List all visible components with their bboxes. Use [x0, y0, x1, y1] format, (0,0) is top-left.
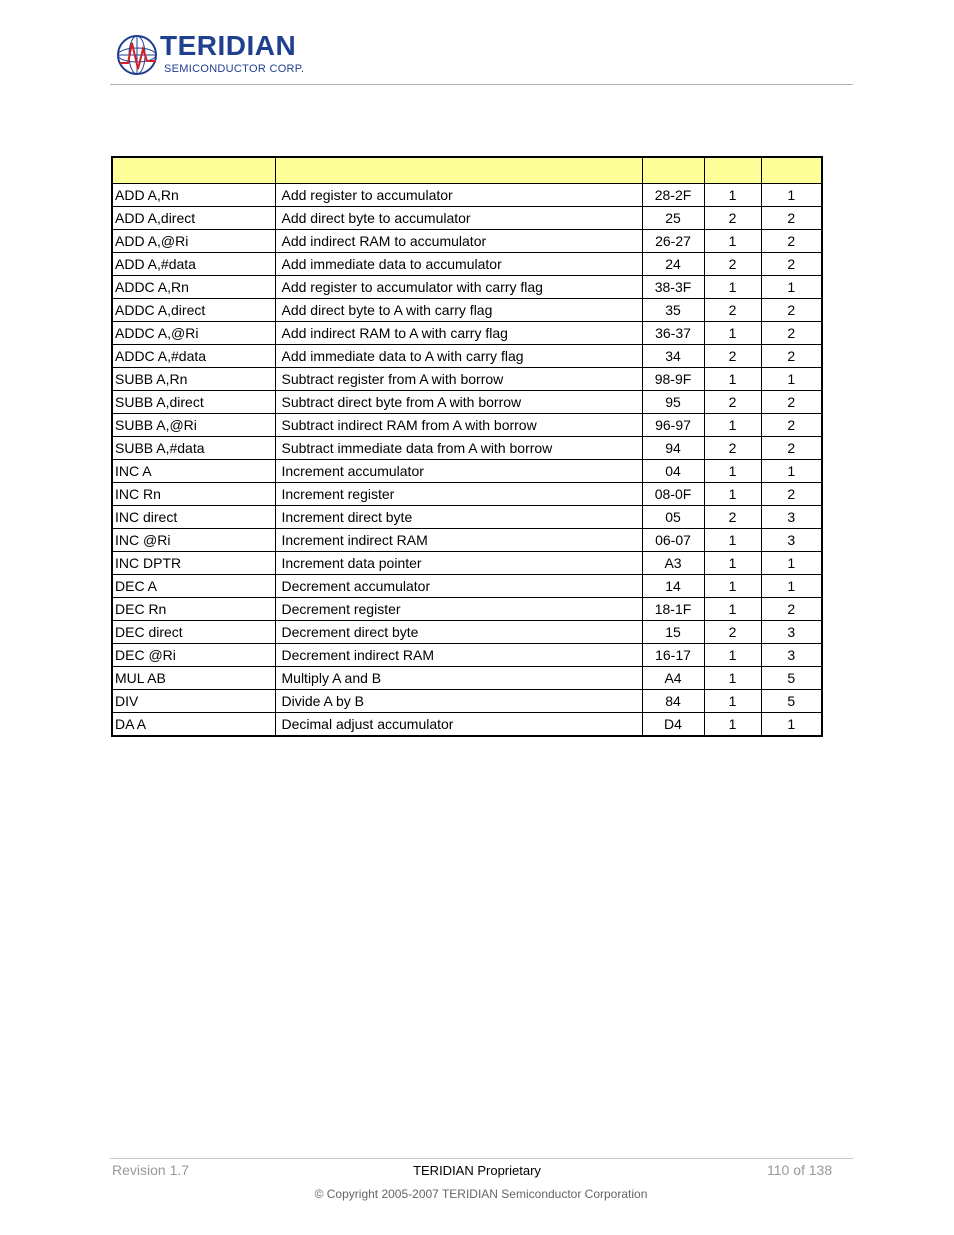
cell-mnemonic: ADD A,#data — [112, 253, 275, 276]
cell-bytes: 1 — [704, 276, 761, 299]
cell-bytes: 2 — [704, 207, 761, 230]
cell-bytes: 2 — [704, 437, 761, 460]
cell-description: Decrement indirect RAM — [275, 644, 642, 667]
cell-mnemonic: DEC @Ri — [112, 644, 275, 667]
footer-copyright: © Copyright 2005-2007 TERIDIAN Semiconductor Corporation — [314, 1187, 648, 1201]
cell-mnemonic: SUBB A,direct — [112, 391, 275, 414]
cell-cycles: 3 — [761, 506, 822, 529]
cell-opcode: 06-07 — [642, 529, 704, 552]
cell-description: Subtract register from A with borrow — [275, 368, 642, 391]
cell-cycles: 1 — [761, 552, 822, 575]
cell-mnemonic: SUBB A,@Ri — [112, 414, 275, 437]
cell-cycles: 2 — [761, 253, 822, 276]
cell-cycles: 2 — [761, 414, 822, 437]
cell-opcode: 28-2F — [642, 184, 704, 207]
cell-cycles: 1 — [761, 276, 822, 299]
cell-bytes: 1 — [704, 322, 761, 345]
cell-description: Multiply A and B — [275, 667, 642, 690]
cell-cycles: 1 — [761, 184, 822, 207]
cell-opcode: A3 — [642, 552, 704, 575]
cell-mnemonic: ADD A,Rn — [112, 184, 275, 207]
cell-opcode: 38-3F — [642, 276, 704, 299]
cell-bytes: 1 — [704, 713, 761, 737]
cell-mnemonic: INC DPTR — [112, 552, 275, 575]
cell-cycles: 2 — [761, 299, 822, 322]
cell-bytes: 1 — [704, 690, 761, 713]
cell-description: Increment direct byte — [275, 506, 642, 529]
cell-mnemonic: DA A — [112, 713, 275, 737]
cell-bytes: 1 — [704, 667, 761, 690]
cell-opcode: 08-0F — [642, 483, 704, 506]
table-body — [112, 184, 822, 737]
cell-cycles: 1 — [761, 575, 822, 598]
table-row — [112, 529, 822, 552]
table-row — [112, 368, 822, 391]
cell-bytes: 1 — [704, 529, 761, 552]
cell-cycles: 1 — [761, 713, 822, 737]
cell-bytes: 2 — [704, 506, 761, 529]
cell-mnemonic: SUBB A,Rn — [112, 368, 275, 391]
cell-bytes: 1 — [704, 230, 761, 253]
cell-opcode: 14 — [642, 575, 704, 598]
cell-cycles: 1 — [761, 368, 822, 391]
cell-mnemonic: SUBB A,#data — [112, 437, 275, 460]
cell-opcode: A4 — [642, 667, 704, 690]
cell-bytes: 1 — [704, 414, 761, 437]
instruction-table — [111, 156, 823, 737]
cell-cycles: 2 — [761, 322, 822, 345]
cell-mnemonic: DEC Rn — [112, 598, 275, 621]
cell-mnemonic: DIV — [112, 690, 275, 713]
table-row — [112, 184, 822, 207]
cell-opcode: 36-37 — [642, 322, 704, 345]
cell-opcode: 04 — [642, 460, 704, 483]
cell-description: Decrement register — [275, 598, 642, 621]
cell-description: Increment register — [275, 483, 642, 506]
cell-cycles: 3 — [761, 621, 822, 644]
cell-bytes: 1 — [704, 575, 761, 598]
cell-mnemonic: MUL AB — [112, 667, 275, 690]
table-row — [112, 230, 822, 253]
table-row — [112, 552, 822, 575]
cell-bytes: 1 — [704, 598, 761, 621]
table-row — [112, 598, 822, 621]
cell-bytes: 2 — [704, 345, 761, 368]
cell-description: Decrement direct byte — [275, 621, 642, 644]
header-divider — [110, 84, 853, 85]
column-header-bytes — [704, 157, 761, 184]
table-row — [112, 345, 822, 368]
page-header — [0, 0, 954, 90]
footer-proprietary: TERIDIAN Proprietary — [413, 1163, 541, 1178]
cell-bytes: 1 — [704, 552, 761, 575]
table-row — [112, 322, 822, 345]
table-row — [112, 437, 822, 460]
cell-description: Subtract indirect RAM from A with borrow — [275, 414, 642, 437]
cell-mnemonic: ADD A,direct — [112, 207, 275, 230]
cell-opcode: 96-97 — [642, 414, 704, 437]
table-row — [112, 506, 822, 529]
cell-description: Add register to accumulator with carry flag — [275, 276, 642, 299]
cell-opcode: 16-17 — [642, 644, 704, 667]
table-row — [112, 483, 822, 506]
cell-opcode: 26-27 — [642, 230, 704, 253]
cell-bytes: 1 — [704, 644, 761, 667]
table-row — [112, 460, 822, 483]
cell-mnemonic: ADDC A,direct — [112, 299, 275, 322]
logo-wordmark: TERIDIAN — [160, 30, 297, 61]
cell-description: Subtract immediate data from A with borrow — [275, 437, 642, 460]
cell-mnemonic: ADDC A,Rn — [112, 276, 275, 299]
cell-bytes: 1 — [704, 483, 761, 506]
column-header-mnemonic — [112, 157, 275, 184]
logo-globe-icon — [116, 33, 160, 77]
cell-cycles: 2 — [761, 230, 822, 253]
cell-opcode: 95 — [642, 391, 704, 414]
footer-revision: Revision 1.7 — [112, 1162, 190, 1178]
table-row — [112, 713, 822, 737]
cell-mnemonic: INC direct — [112, 506, 275, 529]
table-row — [112, 391, 822, 414]
table-row — [112, 644, 822, 667]
logo-subtitle: SEMICONDUCTOR CORP. — [164, 63, 305, 75]
cell-bytes: 2 — [704, 253, 761, 276]
cell-opcode: 05 — [642, 506, 704, 529]
cell-bytes: 1 — [704, 368, 761, 391]
cell-opcode: 98-9F — [642, 368, 704, 391]
column-header-description — [275, 157, 642, 184]
cell-mnemonic: ADDC A,#data — [112, 345, 275, 368]
cell-opcode: 94 — [642, 437, 704, 460]
cell-description: Decimal adjust accumulator — [275, 713, 642, 737]
table-row — [112, 253, 822, 276]
footer-divider — [110, 1158, 853, 1159]
column-header-cycles — [761, 157, 822, 184]
cell-mnemonic: INC @Ri — [112, 529, 275, 552]
cell-opcode: 18-1F — [642, 598, 704, 621]
table-row — [112, 690, 822, 713]
table-row — [112, 667, 822, 690]
cell-cycles: 2 — [761, 483, 822, 506]
cell-opcode: 34 — [642, 345, 704, 368]
cell-description: Increment accumulator — [275, 460, 642, 483]
cell-description: Add indirect RAM to A with carry flag — [275, 322, 642, 345]
cell-bytes: 2 — [704, 621, 761, 644]
column-header-opcode — [642, 157, 704, 184]
cell-description: Add direct byte to A with carry flag — [275, 299, 642, 322]
table-row — [112, 207, 822, 230]
cell-cycles: 2 — [761, 345, 822, 368]
cell-opcode: 25 — [642, 207, 704, 230]
cell-description: Add direct byte to accumulator — [275, 207, 642, 230]
cell-description: Add immediate data to accumulator — [275, 253, 642, 276]
cell-cycles: 2 — [761, 391, 822, 414]
cell-opcode: 84 — [642, 690, 704, 713]
cell-mnemonic: INC A — [112, 460, 275, 483]
cell-bytes: 1 — [704, 460, 761, 483]
cell-mnemonic: INC Rn — [112, 483, 275, 506]
cell-description: Add immediate data to A with carry flag — [275, 345, 642, 368]
cell-description: Divide A by B — [275, 690, 642, 713]
cell-description: Decrement accumulator — [275, 575, 642, 598]
table-row — [112, 276, 822, 299]
cell-opcode: 35 — [642, 299, 704, 322]
cell-cycles: 2 — [761, 437, 822, 460]
table-row — [112, 299, 822, 322]
cell-cycles: 2 — [761, 207, 822, 230]
cell-mnemonic: DEC direct — [112, 621, 275, 644]
cell-description: Increment data pointer — [275, 552, 642, 575]
cell-description: Increment indirect RAM — [275, 529, 642, 552]
cell-cycles: 2 — [761, 598, 822, 621]
cell-cycles: 5 — [761, 690, 822, 713]
cell-cycles: 5 — [761, 667, 822, 690]
cell-cycles: 1 — [761, 460, 822, 483]
cell-opcode: D4 — [642, 713, 704, 737]
table-row — [112, 414, 822, 437]
cell-description: Subtract direct byte from A with borrow — [275, 391, 642, 414]
cell-cycles: 3 — [761, 644, 822, 667]
cell-bytes: 2 — [704, 299, 761, 322]
cell-bytes: 2 — [704, 391, 761, 414]
cell-mnemonic: ADD A,@Ri — [112, 230, 275, 253]
table-row — [112, 621, 822, 644]
cell-mnemonic: ADDC A,@Ri — [112, 322, 275, 345]
table-header-row — [112, 157, 822, 184]
footer-page-number: 110 of 138 — [767, 1162, 833, 1178]
cell-cycles: 3 — [761, 529, 822, 552]
cell-description: Add indirect RAM to accumulator — [275, 230, 642, 253]
cell-opcode: 15 — [642, 621, 704, 644]
cell-description: Add register to accumulator — [275, 184, 642, 207]
cell-bytes: 1 — [704, 184, 761, 207]
cell-mnemonic: DEC A — [112, 575, 275, 598]
company-logo — [116, 31, 326, 79]
cell-opcode: 24 — [642, 253, 704, 276]
table-row — [112, 575, 822, 598]
